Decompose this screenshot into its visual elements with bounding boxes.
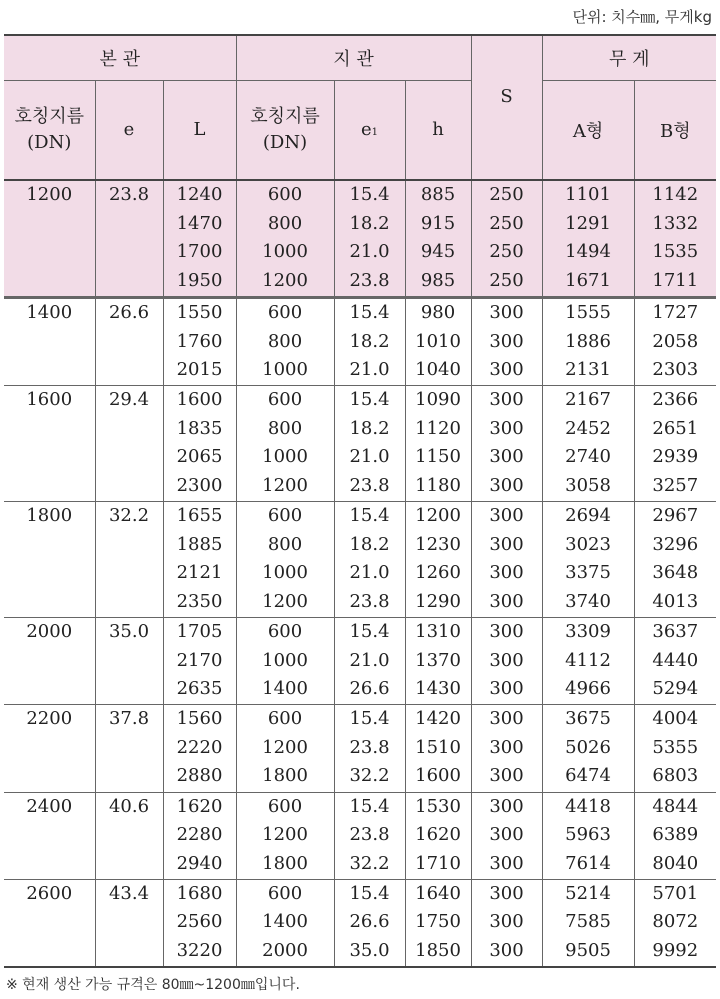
main-dn-cell: 2600 (4, 879, 95, 967)
cell-value: 600 (267, 882, 303, 904)
s-cell (471, 502, 542, 618)
table-row-group (4, 705, 716, 792)
cell-value: 3023 (565, 533, 611, 555)
cell-value: 600 (267, 708, 303, 730)
cell-value: 1710 (415, 852, 461, 874)
cell-value: 1800 (262, 852, 308, 874)
cell-value: 23.8 (349, 269, 390, 291)
cell-value: 300 (489, 533, 524, 555)
cell-value: 3058 (565, 474, 611, 496)
cell-value: 1200 (262, 269, 308, 291)
cell-value: 1000 (262, 446, 308, 468)
cell-value: 4112 (565, 649, 611, 671)
table-row-group (4, 180, 716, 297)
cell-value: 9505 (565, 939, 611, 961)
cell-value: 1200 (262, 824, 308, 846)
cell-value: 600 (267, 505, 303, 527)
cell-value: 300 (489, 505, 524, 527)
cell-value: 9992 (652, 939, 699, 961)
cell-value: 800 (267, 533, 303, 555)
main-e-cell: 29.4 (95, 386, 163, 502)
weight-b-cell (634, 705, 716, 792)
weight-b-cell (634, 297, 716, 385)
cell-value: 2170 (176, 649, 223, 671)
cell-value: 1090 (415, 389, 461, 411)
cell-value: 1671 (565, 269, 611, 291)
cell-value: 6389 (652, 824, 699, 846)
cell-value: 6474 (565, 765, 611, 787)
spec-table (4, 34, 716, 968)
cell-value: 300 (489, 590, 524, 612)
cell-value: 26.6 (349, 678, 390, 700)
weight-a-cell (542, 618, 634, 705)
cell-value: 2121 (176, 562, 223, 584)
cell-value: 1400 (262, 678, 308, 700)
cell-value: 1886 (565, 330, 611, 352)
cell-value: 5294 (652, 678, 699, 700)
cell-value: 2220 (176, 736, 223, 758)
cell-value: 3220 (176, 939, 223, 961)
cell-value: 300 (489, 678, 524, 700)
cell-value: 1680 (176, 882, 223, 904)
main-e-cell: 32.2 (95, 502, 163, 618)
cell-value: 1705 (176, 621, 223, 643)
s-cell (471, 180, 542, 297)
cell-value: 1150 (415, 446, 461, 468)
main-dn-cell: 1800 (4, 502, 95, 618)
cell-value: 2880 (176, 765, 223, 787)
branch-h-cell (405, 297, 471, 385)
cell-value: 3648 (652, 562, 699, 584)
s-header: S (471, 35, 542, 180)
cell-value: 1760 (176, 330, 223, 352)
cell-value: 4440 (652, 649, 699, 671)
cell-value: 15.4 (349, 184, 390, 205)
cell-value: 915 (420, 212, 456, 234)
cell-value: 1120 (415, 417, 461, 439)
cell-value: 32.2 (349, 852, 390, 874)
cell-value: 3257 (652, 474, 699, 496)
cell-value: 26.6 (349, 911, 390, 933)
cell-value: 1200 (262, 590, 308, 612)
s-cell (471, 705, 542, 792)
cell-value: 2167 (565, 389, 611, 411)
cell-value: 1530 (415, 795, 461, 817)
weight-header: 무 게 (542, 35, 716, 80)
cell-value: 8072 (652, 911, 699, 933)
cell-value: 4844 (652, 795, 699, 817)
cell-value: 7585 (565, 911, 611, 933)
cell-value: 250 (489, 241, 524, 263)
cell-value: 2452 (565, 417, 611, 439)
weight-a-cell (542, 386, 634, 502)
cell-value: 2015 (176, 359, 223, 381)
cell-value: 2560 (176, 911, 223, 933)
cell-value: 5701 (652, 882, 699, 904)
weight-b-cell (634, 386, 716, 502)
cell-value: 1727 (652, 301, 699, 323)
cell-value: 1200 (262, 736, 308, 758)
cell-value: 1555 (565, 301, 611, 323)
cell-value: 1230 (415, 533, 461, 555)
cell-value: 23.8 (349, 736, 390, 758)
cell-value: 1620 (415, 824, 461, 846)
branch-dn-cell (236, 502, 334, 618)
cell-value: 21.0 (349, 446, 390, 468)
cell-value: 21.0 (349, 241, 390, 263)
main-l-cell (163, 705, 236, 792)
cell-value: 300 (489, 824, 524, 846)
cell-value: 21.0 (349, 359, 390, 381)
cell-value: 1101 (565, 184, 611, 205)
weight-a-cell (542, 879, 634, 967)
cell-value: 21.0 (349, 649, 390, 671)
main-l-cell (163, 879, 236, 967)
cell-value: 2350 (176, 590, 223, 612)
table-row-group (4, 618, 716, 705)
s-cell (471, 618, 542, 705)
cell-value: 250 (489, 212, 524, 234)
cell-value: 2280 (176, 824, 223, 846)
main-dn-header: 호칭지름 (DN) (4, 80, 95, 180)
cell-value: 1750 (415, 911, 461, 933)
cell-value: 1430 (415, 678, 461, 700)
s-cell (471, 297, 542, 385)
cell-value: 1600 (415, 765, 461, 787)
cell-value: 1800 (262, 765, 308, 787)
cell-value: 8040 (652, 852, 699, 874)
cell-value: 1000 (262, 241, 308, 263)
cell-value: 23.8 (349, 824, 390, 846)
table-row-group (4, 386, 716, 502)
cell-value: 2065 (176, 446, 223, 468)
cell-value: 1260 (415, 562, 461, 584)
cell-value: 300 (489, 474, 524, 496)
cell-value: 300 (489, 708, 524, 730)
branch-h-header: h (405, 80, 471, 180)
cell-value: 5963 (565, 824, 611, 846)
cell-value: 300 (489, 389, 524, 411)
cell-value: 1885 (176, 533, 223, 555)
cell-value: 2635 (176, 678, 223, 700)
cell-value: 600 (267, 301, 303, 323)
cell-value: 800 (267, 417, 303, 439)
branch-h-cell (405, 502, 471, 618)
cell-value: 250 (489, 269, 524, 291)
cell-value: 300 (489, 301, 524, 323)
main-dn-cell: 2200 (4, 705, 95, 792)
branch-h-cell (405, 792, 471, 879)
cell-value: 2058 (652, 330, 699, 352)
main-dn-cell: 1200 (4, 180, 95, 297)
cell-value: 1180 (415, 474, 461, 496)
branch-e1-cell (334, 180, 405, 297)
main-l-cell (163, 792, 236, 879)
main-l-cell (163, 502, 236, 618)
main-dn-cell: 2000 (4, 618, 95, 705)
main-dn-cell: 2400 (4, 792, 95, 879)
cell-value: 1370 (415, 649, 461, 671)
cell-value: 1470 (176, 212, 223, 234)
cell-value: 2303 (652, 359, 699, 381)
cell-value: 2967 (652, 505, 699, 527)
cell-value: 300 (489, 417, 524, 439)
cell-value: 300 (489, 765, 524, 787)
cell-value: 1620 (176, 795, 223, 817)
main-l-cell (163, 386, 236, 502)
main-l-cell (163, 297, 236, 385)
cell-value: 300 (489, 446, 524, 468)
cell-value: 600 (267, 621, 303, 643)
cell-value: 300 (489, 911, 524, 933)
cell-value: 15.4 (349, 882, 390, 904)
main-e-cell: 23.8 (95, 180, 163, 297)
cell-value: 21.0 (349, 562, 390, 584)
weight-a-cell (542, 705, 634, 792)
cell-value: 2740 (565, 446, 611, 468)
cell-value: 5026 (565, 736, 611, 758)
cell-value: 300 (489, 359, 524, 381)
cell-value: 23.8 (349, 474, 390, 496)
cell-value: 15.4 (349, 795, 390, 817)
cell-value: 980 (420, 301, 456, 323)
cell-value: 15.4 (349, 389, 390, 411)
cell-value: 1600 (176, 389, 223, 411)
cell-value: 600 (267, 389, 303, 411)
cell-value: 2131 (565, 359, 611, 381)
cell-value: 1000 (262, 649, 308, 671)
weight-a-cell (542, 792, 634, 879)
cell-value: 800 (267, 330, 303, 352)
cell-value: 300 (489, 736, 524, 758)
cell-value: 1332 (652, 212, 699, 234)
weight-a-cell (542, 502, 634, 618)
cell-value: 2000 (262, 939, 308, 961)
weight-b-cell (634, 502, 716, 618)
cell-value: 1000 (262, 562, 308, 584)
main-e-cell: 35.0 (95, 618, 163, 705)
table-row-group (4, 792, 716, 879)
main-dn-cell: 1600 (4, 386, 95, 502)
cell-value: 3375 (565, 562, 611, 584)
cell-value: 6803 (652, 765, 699, 787)
cell-value: 1400 (262, 911, 308, 933)
main-l-cell (163, 618, 236, 705)
cell-value: 600 (267, 184, 303, 205)
cell-value: 1291 (565, 212, 611, 234)
cell-value: 1700 (176, 241, 223, 263)
branch-dn-cell (236, 180, 334, 297)
cell-value: 15.4 (349, 708, 390, 730)
branch-pipe-header: 지 관 (236, 35, 471, 80)
table-row-group (4, 297, 716, 385)
branch-h-cell (405, 618, 471, 705)
cell-value: 885 (420, 184, 456, 205)
s-cell (471, 792, 542, 879)
cell-value: 35.0 (349, 939, 390, 961)
cell-value: 800 (267, 212, 303, 234)
cell-value: 1420 (415, 708, 461, 730)
cell-value: 1835 (176, 417, 223, 439)
branch-e1-cell (334, 618, 405, 705)
branch-dn-header: 호칭지름 (DN) (236, 80, 334, 180)
cell-value: 1655 (176, 505, 223, 527)
table-row-group (4, 502, 716, 618)
branch-e1-cell (334, 879, 405, 967)
cell-value: 18.2 (349, 212, 390, 234)
cell-value: 4966 (565, 678, 611, 700)
main-l-cell (163, 180, 236, 297)
cell-value: 1560 (176, 708, 223, 730)
cell-value: 2366 (652, 389, 699, 411)
cell-value: 1240 (176, 184, 223, 205)
cell-value: 2694 (565, 505, 611, 527)
cell-value: 4013 (652, 590, 699, 612)
cell-value: 300 (489, 621, 524, 643)
cell-value: 2300 (176, 474, 223, 496)
table-row-group (4, 879, 716, 967)
cell-value: 4004 (652, 708, 699, 730)
main-e-cell: 40.6 (95, 792, 163, 879)
branch-e1-cell (334, 386, 405, 502)
main-dn-cell: 1400 (4, 297, 95, 385)
branch-h-cell (405, 879, 471, 967)
cell-value: 1640 (415, 882, 461, 904)
weight-a-cell (542, 297, 634, 385)
cell-value: 32.2 (349, 765, 390, 787)
cell-value: 1550 (176, 301, 223, 323)
s-cell (471, 879, 542, 967)
cell-value: 3309 (565, 621, 611, 643)
cell-value: 1000 (262, 359, 308, 381)
cell-value: 250 (489, 184, 524, 205)
weight-b-header: B형 (634, 80, 716, 180)
cell-value: 600 (267, 795, 303, 817)
branch-e1-cell (334, 502, 405, 618)
unit-label: 단위: 치수㎜, 무게kg (572, 8, 712, 26)
cell-value: 1040 (415, 359, 461, 381)
cell-value: 18.2 (349, 330, 390, 352)
cell-value: 3637 (652, 621, 699, 643)
branch-h-cell (405, 386, 471, 502)
cell-value: 985 (420, 269, 456, 291)
weight-a-cell (542, 180, 634, 297)
branch-h-cell (405, 705, 471, 792)
branch-dn-cell (236, 705, 334, 792)
footnote: ※ 현재 생산 가능 규격은 80㎜~1200㎜입니다. (6, 977, 300, 993)
cell-value: 5355 (652, 736, 699, 758)
main-e-cell: 26.6 (95, 297, 163, 385)
cell-value: 1850 (415, 939, 461, 961)
branch-dn-cell (236, 879, 334, 967)
cell-value: 3675 (565, 708, 611, 730)
cell-value: 1010 (415, 330, 461, 352)
branch-e1-header: e1 (334, 80, 405, 180)
cell-value: 1200 (415, 505, 461, 527)
cell-value: 18.2 (349, 533, 390, 555)
cell-value: 4418 (565, 795, 611, 817)
cell-value: 18.2 (349, 417, 390, 439)
cell-value: 300 (489, 649, 524, 671)
branch-e1-cell (334, 705, 405, 792)
cell-value: 300 (489, 852, 524, 874)
main-l-header: L (163, 80, 236, 180)
branch-dn-cell (236, 618, 334, 705)
cell-value: 5214 (565, 882, 611, 904)
cell-value: 300 (489, 562, 524, 584)
cell-value: 1510 (415, 736, 461, 758)
cell-value: 2651 (652, 417, 699, 439)
main-e-header: e (95, 80, 163, 180)
main-e-cell: 43.4 (95, 879, 163, 967)
cell-value: 300 (489, 882, 524, 904)
weight-b-cell (634, 618, 716, 705)
branch-e1-cell (334, 792, 405, 879)
cell-value: 7614 (565, 852, 611, 874)
s-cell (471, 386, 542, 502)
cell-value: 1494 (565, 241, 611, 263)
main-pipe-header: 본 관 (4, 35, 236, 80)
cell-value: 1711 (652, 269, 699, 291)
cell-value: 1310 (415, 621, 461, 643)
cell-value: 300 (489, 939, 524, 961)
branch-dn-cell (236, 792, 334, 879)
branch-dn-cell (236, 297, 334, 385)
cell-value: 1950 (176, 269, 223, 291)
cell-value: 2940 (176, 852, 223, 874)
cell-value: 3296 (652, 533, 699, 555)
cell-value: 1535 (652, 241, 699, 263)
cell-value: 1200 (262, 474, 308, 496)
branch-h-cell (405, 180, 471, 297)
main-e-cell: 37.8 (95, 705, 163, 792)
cell-value: 300 (489, 330, 524, 352)
cell-value: 1142 (652, 184, 699, 205)
cell-value: 3740 (565, 590, 611, 612)
cell-value: 15.4 (349, 621, 390, 643)
weight-b-cell (634, 180, 716, 297)
weight-a-header: A형 (542, 80, 634, 180)
cell-value: 2939 (652, 446, 699, 468)
cell-value: 300 (489, 795, 524, 817)
branch-dn-cell (236, 386, 334, 502)
cell-value: 15.4 (349, 505, 390, 527)
weight-b-cell (634, 792, 716, 879)
cell-value: 15.4 (349, 301, 390, 323)
cell-value: 23.8 (349, 590, 390, 612)
weight-b-cell (634, 879, 716, 967)
cell-value: 945 (420, 241, 456, 263)
cell-value: 1290 (415, 590, 461, 612)
branch-e1-cell (334, 297, 405, 385)
